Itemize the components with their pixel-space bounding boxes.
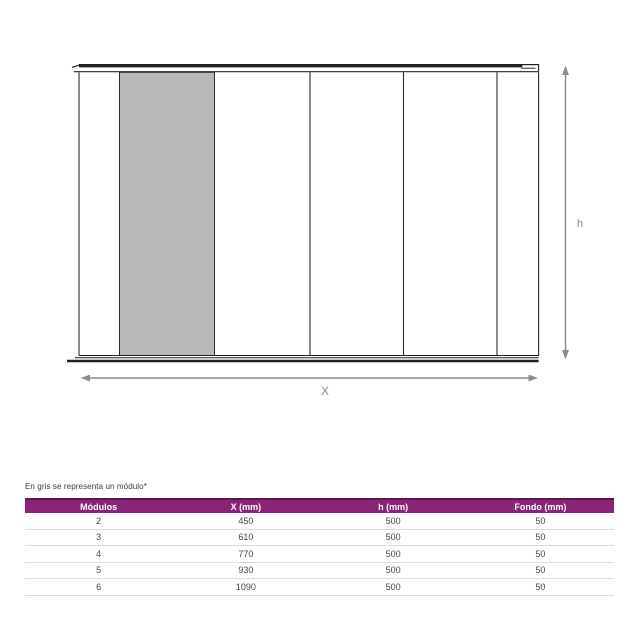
table-cell: 500 bbox=[320, 513, 467, 529]
table-cell: 3 bbox=[25, 529, 172, 546]
table-cell: 2 bbox=[25, 513, 172, 529]
table-cell: 50 bbox=[467, 546, 614, 563]
table-header-row bbox=[25, 499, 614, 513]
width-dimension-label: X bbox=[320, 384, 330, 398]
column-header: Módulos bbox=[25, 499, 172, 513]
table-cell: 50 bbox=[467, 579, 614, 596]
height-dimension-arrow bbox=[562, 66, 569, 360]
table-row bbox=[25, 529, 614, 546]
spec-table bbox=[25, 498, 614, 596]
column-header: h (mm) bbox=[320, 499, 467, 513]
table-cell: 5 bbox=[25, 562, 172, 579]
table-row bbox=[25, 513, 614, 529]
table-cell: 450 bbox=[172, 513, 319, 529]
table-row bbox=[25, 562, 614, 579]
table-cell: 6 bbox=[25, 579, 172, 596]
table-row bbox=[25, 546, 614, 563]
table-cell: 930 bbox=[172, 562, 319, 579]
panel-bottom-band bbox=[67, 356, 539, 362]
height-dimension-label: h bbox=[577, 218, 584, 230]
column-header: X (mm) bbox=[172, 499, 319, 513]
width-dimension-arrow bbox=[81, 375, 539, 382]
table-cell: 500 bbox=[320, 529, 467, 546]
table-cell: 50 bbox=[467, 513, 614, 529]
table-row bbox=[25, 579, 614, 596]
table-cell: 770 bbox=[172, 546, 319, 563]
table-cell: 1090 bbox=[172, 579, 319, 596]
table-cell: 50 bbox=[467, 562, 614, 579]
panel-top-band bbox=[72, 64, 539, 72]
table-cell: 610 bbox=[172, 529, 319, 546]
highlighted-module bbox=[120, 72, 215, 355]
table-cell: 500 bbox=[320, 562, 467, 579]
table-cell: 50 bbox=[467, 529, 614, 546]
table-cell: 4 bbox=[25, 546, 172, 563]
column-header: Fondo (mm) bbox=[467, 499, 614, 513]
table-cell: 500 bbox=[320, 579, 467, 596]
table-cell: 500 bbox=[320, 546, 467, 563]
gray-module-note: En gris se representa un módulo* bbox=[25, 482, 147, 491]
